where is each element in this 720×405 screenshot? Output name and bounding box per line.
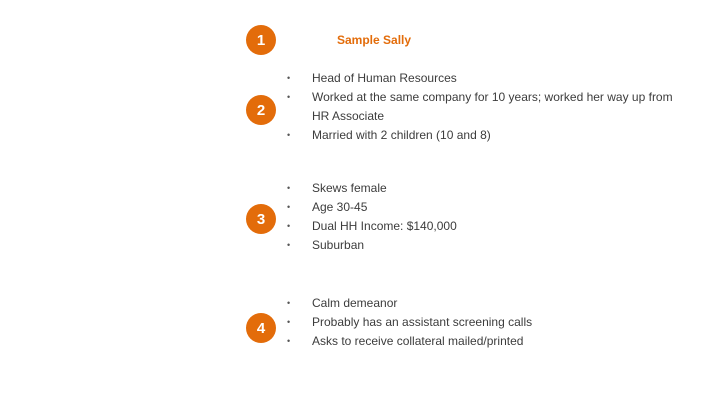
list-item — [287, 126, 673, 145]
bullet-icon: • — [287, 221, 291, 231]
list-item-text: Dual HH Income: $140,000 — [312, 219, 457, 233]
demographics-bullet-list — [287, 179, 457, 255]
step-badge-3: 3 — [246, 204, 276, 234]
list-item — [287, 332, 532, 351]
bullet-icon: • — [287, 298, 291, 308]
list-item-text: Suburban — [312, 238, 365, 252]
list-item-text: Age 30-45 — [312, 200, 368, 214]
behavior-bullet-list — [287, 294, 532, 351]
persona-title: Sample Sally — [337, 33, 412, 47]
list-item-text: Married with 2 children (10 and 8) — [312, 128, 491, 142]
bullet-icon: • — [287, 202, 291, 212]
bullet-icon: • — [287, 336, 291, 346]
list-item-text: Calm demeanor — [312, 296, 398, 310]
list-item — [287, 198, 457, 217]
list-item — [287, 294, 532, 313]
bullet-icon: • — [287, 73, 291, 83]
list-item-text: HR Associate — [312, 109, 385, 123]
list-item-continuation — [287, 107, 673, 126]
list-item-text: Skews female — [312, 181, 387, 195]
bullet-icon: • — [287, 130, 291, 140]
list-item-text: Head of Human Resources — [312, 71, 457, 85]
step-badge-1: 1 — [246, 25, 276, 55]
list-item — [287, 236, 457, 255]
list-item — [287, 217, 457, 236]
bullet-icon: • — [287, 92, 291, 102]
step-badge-4: 4 — [246, 313, 276, 343]
bullet-icon: • — [287, 183, 291, 193]
list-item-text: Asks to receive collateral mailed/printed — [312, 334, 524, 348]
list-item-text: Worked at the same company for 10 years; worked her way up from — [312, 90, 673, 104]
role-bullet-list — [287, 69, 673, 145]
list-item — [287, 69, 673, 88]
bullet-icon: • — [287, 317, 291, 327]
bullet-icon: • — [287, 240, 291, 250]
list-item — [287, 313, 532, 332]
step-badge-2: 2 — [246, 95, 276, 125]
list-item-text: Probably has an assistant screening calls — [312, 315, 533, 329]
list-item — [287, 179, 457, 198]
list-item — [287, 88, 673, 107]
